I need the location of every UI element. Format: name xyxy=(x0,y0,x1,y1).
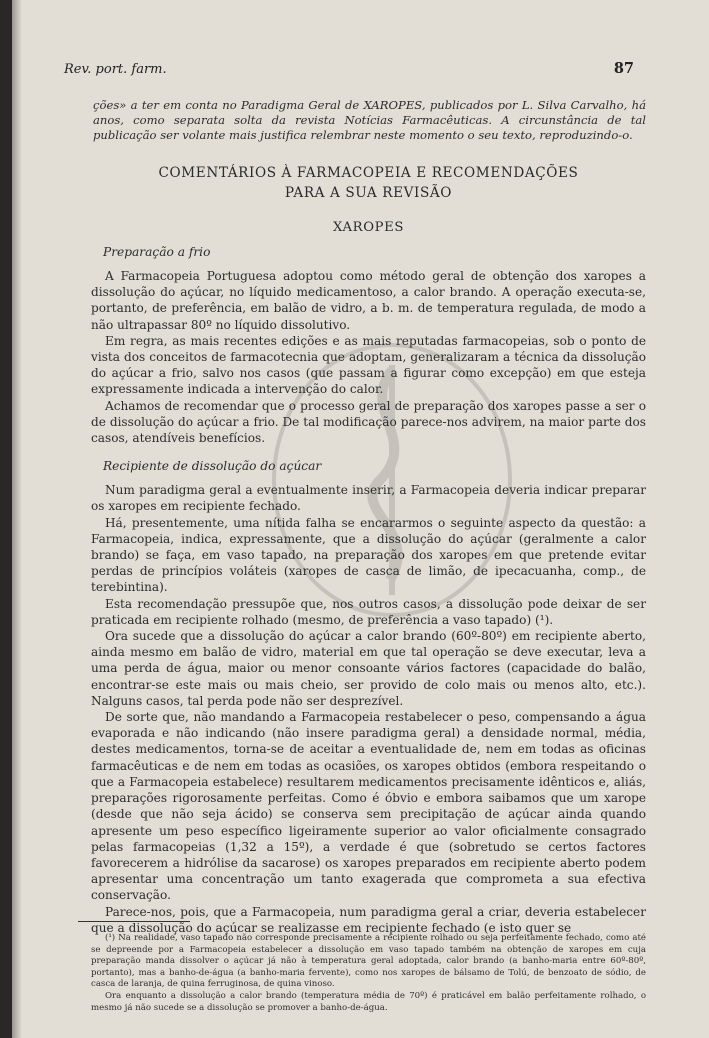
paragraph: A Farmacopeia Portuguesa adoptou como método geral de obtenção dos xaropes a dissolução do açúcar, no líquido medicamentoso, a calor brando. A operação executa-se, portanto, de preferência, em balão de vidro, a b. m. de temperatura regulada, de modo a não ultrapassar 80º no líquido dissolutivo. xyxy=(91,269,646,332)
intro-paragraph: ções» a ter em conta no Paradigma Geral de XAROPES, publicados por L. Silva Carvalho, há anos, como separata solta da revista Notícias Farmacêuticas. A circunstância de tal publicação ser volante mais justifica relembrar neste momento o seu texto, reproduzindo-o. xyxy=(93,98,646,142)
article-body xyxy=(91,98,646,936)
section-heading-recipiente: Recipiente de dissolução do açúcar xyxy=(103,459,322,474)
binding-shadow xyxy=(12,0,22,1038)
journal-name: Rev. port. farm. xyxy=(64,62,167,77)
paragraph: Ora sucede que a dissolução do açúcar a calor brando (60º-80º) em recipiente aberto, ainda mesmo em balão de vidro, material em que tal operação se deve executar, leva a uma perda de água, maior ou menor consoante vários factores (capacidade do balão, encontrar-se este mais ou mais cheio, ser provido de colo mais ou menos alto, etc.). Nalguns casos, tal perda pode não ser desprezível. xyxy=(91,629,646,708)
paragraph: Parece-nos, pois, que a Farmacopeia, num paradigma geral a criar, deveria estabelecer que a dissolução do açúcar se realizasse em recipiente fechado (e isto quer se xyxy=(91,904,646,935)
footnote: (¹) Na realidade, vaso tapado não corresponde precisamente a recipiente rolhado ou seja perfeitamente fechado, como até se depreende por a Farmacopeia estabelecer a dissolução em vaso tapado também na obtenção de xaropes em cuja preparação manda dissolver o açúcar já não à temperatura geral adoptada, calor brando (a banho-maria entre 60º-80º, portanto), mas a banho-de-água (a banho-maria fervente), como nos xaropes de bálsamo de Tolú, de benzoato de sódio, de casca de laranja, de quina ferruginosa, de quina vinoso. xyxy=(91,933,646,990)
paragraph: De sorte que, não mandando a Farmacopeia restabelecer o peso, compensando a água evaporada e não indicando (não insere paradigma geral) a densidade normal, média, destes medicamentos, torna-se de aceitar a eventualidade de, nem em todas as oficinas farmacêuticas e de nem em todas as ocasiões, os xaropes obtidos (embora respeitando o que a Farmacopeia estabelece) resultarem medicamentos precisamente idênticos e, aliás, preparações rigorosamente perfeitas. Como é óbvio e embora saibamos que um xarope (desde que não seja ácido) se conserva sem precipitação de açúcar ainda quando apresente um peso específico ligeiramente superior ao valor oficialmente consagrado pelas farmacopeias (1,32 a 15º), a verdade é que (sobretudo se certos factores favorecerem a hidrólise da sacarose) os xaropes preparados em recipiente aberto podem apresentar uma concentração um tanto exagerada que comprometa a sua efectiva conservação. xyxy=(91,710,646,903)
article-title-line-1: COMENTÁRIOS À FARMACOPEIA E RECOMENDAÇÕES xyxy=(158,165,579,181)
article-subtitle: XAROPES xyxy=(333,220,404,235)
document-page xyxy=(12,0,709,1038)
paragraph: Achamos de recomendar que o processo geral de preparação dos xaropes passe a ser o de dissolução do açúcar a frio. De tal modificação parece-nos advirem, na maior parte dos casos, atendíveis benefícios. xyxy=(91,398,646,446)
running-header xyxy=(64,62,634,84)
footnote: Ora enquanto a dissolução a calor brando (temperatura média de 70º) é praticável em balão perfeitamente rolhado, o mesmo já não sucede se a dissolução se promover a banho-de-água. xyxy=(91,990,646,1013)
paragraph: Em regra, as mais recentes edições e as mais reputadas farmacopeias, sob o ponto de vista dos conceitos de farmacotecnia que adoptam, generalizaram a técnica da dissolução do açúcar a frio, salvo nos casos (que passam a figurar como excepção) em que esteja expressamente indicada a intervenção do calor. xyxy=(91,333,646,397)
article-title-line-2: PARA A SUA REVISÃO xyxy=(284,185,453,201)
footnotes xyxy=(91,933,646,1014)
paragraph: Há, presentemente, uma nítida falha se encararmos o seguinte aspecto da questão: a Farmacopeia, indica, expressamente, que a dissolução do açúcar (geralmente a calor brando) se faça, em vaso tapado, na preparação dos xaropes em que pretende evitar perdas de princípios voláteis (xaropes de casca de limão, de ipecacuanha, comp., de terebintina). xyxy=(91,515,646,595)
footnote-divider xyxy=(78,921,190,922)
page-number: 87 xyxy=(613,60,634,77)
paragraph: Esta recomendação pressupõe que, nos outros casos, a dissolução pode deixar de ser praticada em recipiente rolhado (mesmo, de preferência a vaso tapado) (¹). xyxy=(91,596,646,627)
section-heading-preparacao: Preparação a frio xyxy=(103,245,211,259)
paragraph: Num paradigma geral a eventualmente inserir, a Farmacopeia deveria indicar preparar os xaropes em recipiente fechado. xyxy=(91,483,646,514)
